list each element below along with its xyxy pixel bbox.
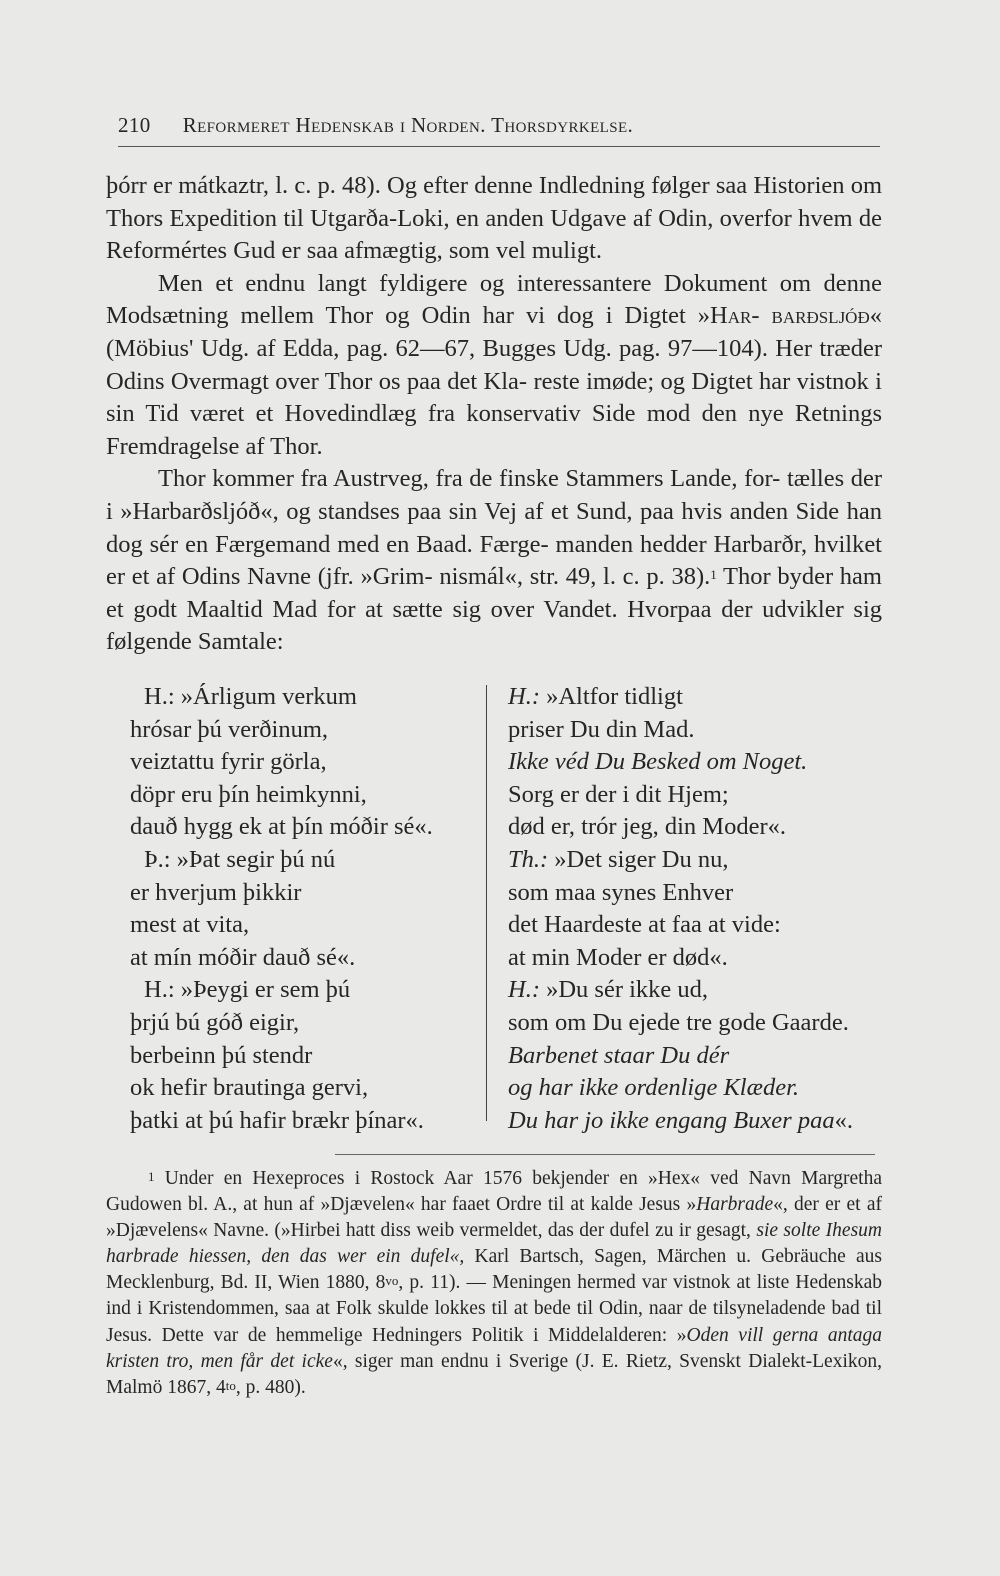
footnote-segment: «, siger man endnu i Sverige (J. E. Rietz, Svenskt Dialekt-Lexikon, Malmö 1867, 4 xyxy=(106,1350,882,1398)
verse-line: er hverjum þikkir xyxy=(130,878,302,906)
text-line: hvis anden Side han dog sér en Færgemand med en Baad. Færge- xyxy=(106,497,882,558)
speaker-label: H.: xyxy=(508,976,540,1004)
verse-line: ok hefir brautinga gervi, xyxy=(130,1074,369,1102)
poem-title-smallcaps: Har- xyxy=(710,302,760,330)
footnote-superscript: to xyxy=(225,1377,236,1393)
speaker-label: H.: xyxy=(508,683,540,710)
footnote-segment: Harbrade xyxy=(696,1194,774,1216)
footnote-segment: , p. 11). — Meningen hermed var vistnok at liste Hedenskab ind i Kristendommen, saa at Folk skulde lokkes til at bede til Odin, naar de tilsyneladende bad til Jesus. Dette var de hemmelige Hedningers Politik i Middelalderen: » xyxy=(106,1272,883,1346)
verse-translation-column xyxy=(508,681,880,1137)
verse-text: som maa synes Enhver xyxy=(508,878,734,906)
verse-text: priser Du din Mad. xyxy=(508,715,695,743)
verse-line: þrjú bú góð eigir, xyxy=(130,1008,300,1036)
footnote xyxy=(106,1166,882,1401)
verse-line: Þ.: »Þat segir þú nú xyxy=(144,845,336,873)
text-line: muligt. xyxy=(531,237,603,265)
verse-text: at min Moder er død«. xyxy=(508,943,728,971)
verse-line: at mín móðir dauð sé«. xyxy=(130,943,356,971)
verse-line: dauð hygg ek at þín móðir sé«. xyxy=(130,813,433,841)
text-line: denne Modsætning mellem Thor og Odin har vi dog i Digtet » xyxy=(106,269,882,330)
footnote-reference: 1 xyxy=(710,567,717,583)
verse-line xyxy=(508,681,880,714)
verse-line xyxy=(508,746,880,779)
verse-line: hrósar þú verðinum, xyxy=(130,715,328,743)
footnote-segment: Oden vill gerna antaga kristen tro, men får det icke xyxy=(106,1324,882,1372)
footnote-segment: «, der er et af »Djævelens« Navne. (»Hirbei hatt diss weib vermeldet, das der dufel zu ir gesagt, xyxy=(106,1194,882,1242)
footnote-segment: sie solte Ihesum harbrade hiessen, den das wer ein dufel«, xyxy=(106,1220,883,1268)
verse-line xyxy=(508,974,880,1007)
text-line: Men et endnu langt fyldigere og interessantere Dokument om xyxy=(158,269,812,297)
text-line: Thor byder ham et godt Maaltid Mad for xyxy=(106,563,882,623)
footnote-segment: Karl Bartsch, Sagen, Märchen u. Gebräuche aus Mecklenburg, Bd. II, Wien 1880, 8 xyxy=(106,1246,882,1294)
verse-line: berbeinn þú stendr xyxy=(130,1041,313,1069)
verse-line: þatki at þú hafir brækr þínar«. xyxy=(130,1106,424,1134)
verse-text: det Haardeste at faa at vide: xyxy=(508,911,781,939)
verse-line xyxy=(508,779,880,812)
verse-dialogue xyxy=(106,681,882,1135)
verse-text: Barbenet staar Du dér xyxy=(508,1041,730,1069)
footnote-rule xyxy=(335,1154,875,1155)
text-line: Thor kommer fra Austrveg, fra de finske Stammers Lande, for- xyxy=(158,465,781,493)
text-line: fra konservativ Side mod den nye Retnings Fremdragelse af Thor. xyxy=(106,400,882,460)
verse-line: H.: »Þeygi er sem þú xyxy=(144,976,351,1004)
verse-line xyxy=(508,811,880,844)
main-text xyxy=(106,170,882,659)
speaker-label: Th.: xyxy=(508,845,549,873)
running-title: Reformeret Hedenskab i Norden. Thorsdyrkelse. xyxy=(182,113,634,137)
footnote-marker: 1 xyxy=(148,1169,155,1184)
text-line: manden hedder Harbarðr, hvilket er et af Odins Navne (jfr. »Grim- xyxy=(106,530,882,591)
verse-line xyxy=(508,844,880,877)
verse-text: »Det siger Du nu, xyxy=(548,845,729,873)
text-line: reste imøde; og Digtet har vistnok i sin Tid været et Hovedindlæg xyxy=(106,367,882,428)
text-line: 97—104). Her træder Odins Overmagt over Thor os paa det Kla- xyxy=(106,334,882,395)
verse-line xyxy=(508,1072,880,1105)
text-line: þórr er mátkaztr, l. c. p. 48). Og efter denne Indledning følger saa xyxy=(106,172,748,199)
verse-line: veiztattu fyrir görla, xyxy=(130,748,327,776)
verse-text: Du har jo ikke engang Buxer paa xyxy=(508,1106,835,1134)
footnote-text xyxy=(106,1166,882,1401)
paragraph-3 xyxy=(106,463,882,659)
text-line: nismál«, str. 49, l. c. p. 38). xyxy=(439,563,711,591)
verse-text: død er, trór jeg, din Moder«. xyxy=(508,813,786,841)
text-line: af Odin, overfor hvem de Reformértes Gud er saa afmægtig, som vel xyxy=(106,204,883,265)
verse-text: »Altfor tidligt xyxy=(539,683,683,710)
paragraph-1 xyxy=(106,170,882,268)
verse-line xyxy=(508,877,880,910)
poem-title-smallcaps: barðsljóð xyxy=(771,302,870,330)
page-number: 210 xyxy=(118,113,151,137)
verse-text: og har ikke ordenlige Klæder. xyxy=(508,1074,800,1102)
verse-line xyxy=(508,1040,880,1073)
column-divider xyxy=(486,685,487,1121)
verse-line: mest at vita, xyxy=(130,911,250,939)
footnote-superscript: vo xyxy=(385,1273,399,1289)
verse-text: «. xyxy=(834,1106,853,1134)
verse-line xyxy=(508,909,880,942)
text-line: tælles der i »Harbarðsljóð«, og standses paa sin Vej af et Sund, paa xyxy=(106,465,883,525)
text-line: Historien om Thors Expedition til Utgarða-Loki, en anden Udgave xyxy=(106,172,883,232)
verse-line xyxy=(508,1105,880,1138)
text-line: « (Möbius' Udg. af Edda, pag. 62—67, Bugges Udg. pag. xyxy=(106,302,882,362)
verse-text: Sorg er der i dit Hjem; xyxy=(508,780,729,808)
verse-line xyxy=(508,942,880,975)
running-header xyxy=(118,113,880,147)
verse-text: Ikke véd Du Besked om Noget. xyxy=(508,748,808,776)
text-line: at sætte sig over Vandet. Hvorpaa der udvikler sig følgende Samtale: xyxy=(106,595,882,656)
verse-text: »Du sér ikke ud, xyxy=(539,976,709,1004)
verse-line: H.: »Árligum verkum xyxy=(144,683,357,710)
verse-line xyxy=(508,714,880,747)
verse-text: som om Du ejede tre gode Gaarde. xyxy=(508,1008,849,1036)
verse-line xyxy=(508,1007,880,1040)
footnote-segment: , p. 480). xyxy=(235,1376,306,1398)
paragraph-2 xyxy=(106,268,882,464)
verse-original-column xyxy=(130,681,490,1137)
footnote-segment: Under en Hexeproces i Rostock Aar 1576 bekjender en »Hex« ved Navn Margretha Gudowen bl. A., at hun af »Djævelen« har faaet Ordre til at kalde Jesus » xyxy=(106,1168,882,1216)
verse-line: döpr eru þín heimkynni, xyxy=(130,780,367,808)
